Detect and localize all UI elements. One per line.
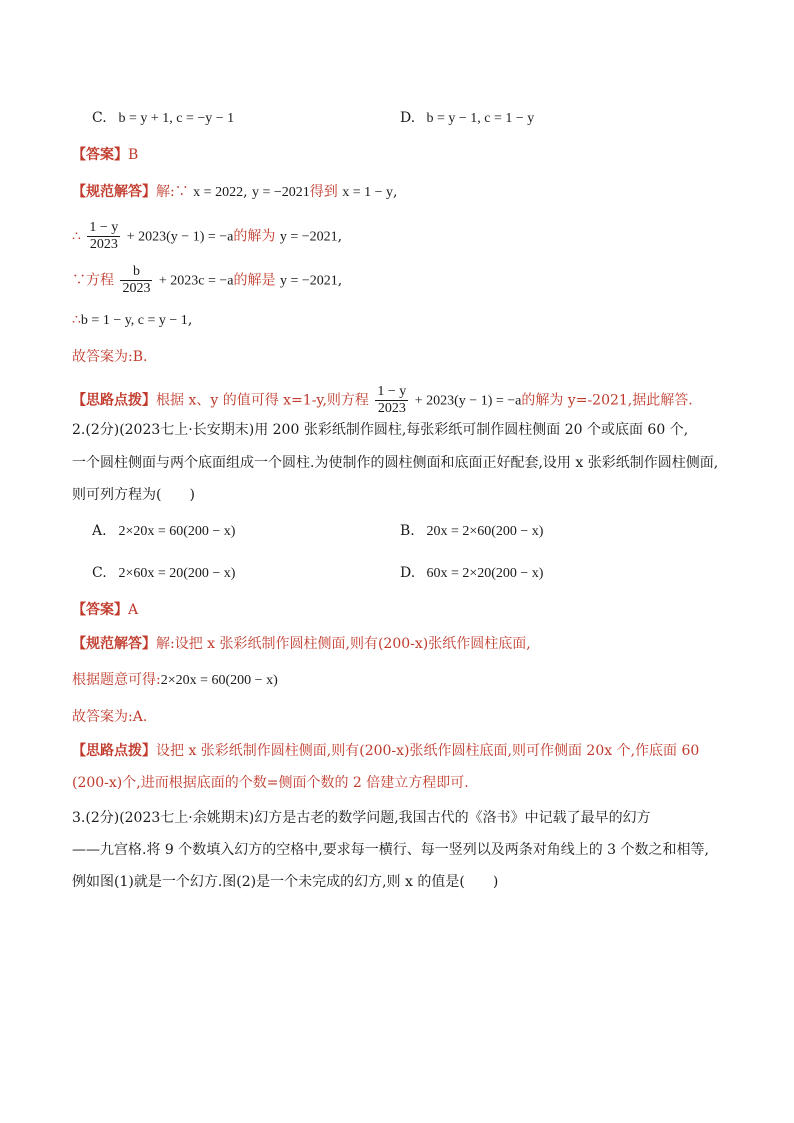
q2-option-a-label: A.	[92, 523, 107, 539]
q2-equation-label: 根据题意可得:	[72, 672, 161, 688]
option-c-text: b = y + 1, c = −y − 1	[118, 111, 235, 126]
q1-equation2-rest: + 2023c = −a	[158, 273, 234, 289]
q1-solution-value-2: y = −2021	[279, 273, 338, 289]
q1-therefore-symbol-2: ∴	[72, 312, 81, 328]
q2-option-b	[400, 521, 543, 542]
q1-answer-value: B	[128, 147, 139, 163]
q1-fraction-2-den: 2023	[122, 281, 151, 296]
q2-answer-value: A	[128, 602, 139, 618]
q1-fraction-2	[120, 264, 152, 297]
q2-option-c-label: C.	[92, 565, 107, 581]
q2-option-b-text: 20x = 2×60(200 − x)	[426, 524, 544, 539]
q1-line1-end: ,	[393, 184, 398, 200]
q2-option-b-label: B.	[400, 523, 415, 539]
q1-fraction-1-den: 2023	[89, 237, 118, 252]
q1-sep: ,	[243, 184, 248, 200]
q1-solution-line4	[72, 310, 192, 331]
q2-option-a-text: 2×20x = 60(200 − x)	[118, 524, 236, 539]
q1-hint-fraction-den: 2023	[377, 401, 406, 416]
q2-conclusion: 故答案为:A.	[72, 709, 148, 725]
q3-stem-line3: 例如图(1)就是一个幻方.图(2)是一个未完成的幻方,则 x 的值是( )	[72, 874, 499, 890]
q2-answer-tag: 【答案】	[72, 602, 128, 618]
q2-option-a	[92, 521, 235, 542]
q1-solution-line3	[72, 264, 342, 297]
q1-hint-text-a: 根据 x、y 的值可得 x=1-y,则方程	[156, 392, 369, 409]
q1-fraction-1	[87, 220, 120, 253]
q1-hint-fraction	[375, 384, 408, 417]
q1-fraction-2-num: b	[120, 264, 152, 281]
q1-therefore-symbol: ∴	[72, 228, 81, 245]
q1-line3-end: ,	[337, 272, 343, 289]
q3-stem-line1: 3.(2分)(2023七上·余姚期末)幻方是古老的数学问题,我国古代的《洛书》中记载了最早的幻方	[72, 810, 651, 826]
q2-hint-line2: (200-x)个,进而根据底面的个数=侧面个数的 2 倍建立方程即可.	[72, 775, 469, 791]
q1-fraction-1-num: 1 − y	[89, 220, 119, 235]
q1-solution-line1	[72, 182, 397, 203]
q2-stem-line3: 则可列方程为( )	[72, 487, 195, 503]
q1-hint-equation: + 2023(y − 1) = −a	[414, 393, 522, 409]
q2-option-d	[400, 563, 543, 584]
q1-solution-line2	[72, 220, 342, 253]
option-c-label: C.	[92, 110, 107, 126]
q1-get-text: 得到	[309, 184, 338, 200]
q1-answer-tag: 【答案】	[72, 147, 128, 163]
q1-hint-text-b: 的解为 y=-2021,据此解答.	[521, 392, 693, 409]
q1-answer	[72, 145, 138, 165]
q1-solution-intro: 解:∵	[156, 184, 189, 200]
q1-line2-end: ,	[337, 228, 343, 245]
q2-option-c	[92, 563, 235, 584]
q1-solution-value: y = −2021	[279, 229, 338, 245]
q1-hint-fraction-num: 1 − y	[377, 384, 407, 399]
q1-solution-tag: 【规范解答】	[72, 184, 156, 200]
q2-stem-line1: 2.(2分)(2023七上·长安期末)用 200 张彩纸制作圆柱,每张彩纸可制作圆柱侧面 20 个或底面 60 个,	[72, 422, 689, 438]
q1-line4-end: ,	[187, 312, 193, 328]
q2-equation: 2×20x = 60(200 − x)	[160, 673, 278, 688]
q1-solution-is-text: 的解为	[233, 228, 276, 245]
option-c	[92, 108, 234, 129]
q2-answer	[72, 600, 138, 620]
option-d-label: D.	[400, 110, 416, 126]
q1-x-expr: x = 1 − y	[342, 185, 394, 200]
q1-hint-tag: 【思路点拨】	[72, 392, 156, 409]
q1-equation-rest: + 2023(y − 1) = −a	[126, 229, 234, 245]
option-d	[400, 108, 534, 129]
q2-option-c-text: 2×60x = 20(200 − x)	[118, 566, 236, 581]
q1-solution-is-text-2: 的解是	[233, 272, 276, 289]
q2-option-d-label: D.	[400, 565, 416, 581]
q1-result-expr: b = 1 − y, c = y − 1	[80, 313, 188, 328]
q2-hint-text-1: 设把 x 张彩纸制作圆柱侧面,则有(200-x)张纸作圆柱底面,则可作侧面 20x 个,作底面 60	[156, 743, 700, 759]
q1-x-value: x = 2022	[193, 185, 244, 200]
q1-conclusion: 故答案为:B.	[72, 349, 148, 365]
q1-because-equation: ∵方程	[72, 272, 114, 289]
q2-solution-text: 解:设把 x 张彩纸制作圆柱侧面,则有(200-x)张纸作圆柱底面,	[156, 636, 531, 652]
q1-y-value: y = −2021	[251, 185, 310, 200]
q3-stem-line2: ——九宫格.将 9 个数填入幻方的空格中,要求每一横行、每一竖列以及两条对角线上的 3 个数之和相等,	[72, 842, 709, 858]
q2-option-d-text: 60x = 2×20(200 − x)	[426, 566, 544, 581]
q1-hint	[72, 384, 693, 417]
q2-solution-tag: 【规范解答】	[72, 636, 156, 652]
q2-hint-tag: 【思路点拨】	[72, 743, 156, 759]
q2-hint-line1	[72, 741, 699, 761]
q2-equation-line	[72, 670, 278, 691]
option-d-text: b = y − 1, c = 1 − y	[426, 111, 535, 126]
q2-stem-line2: 一个圆柱侧面与两个底面组成一个圆柱.为使制作的圆柱侧面和底面正好配套,设用 x 张彩纸制作圆柱侧面,	[72, 455, 719, 471]
q2-solution	[72, 634, 531, 654]
